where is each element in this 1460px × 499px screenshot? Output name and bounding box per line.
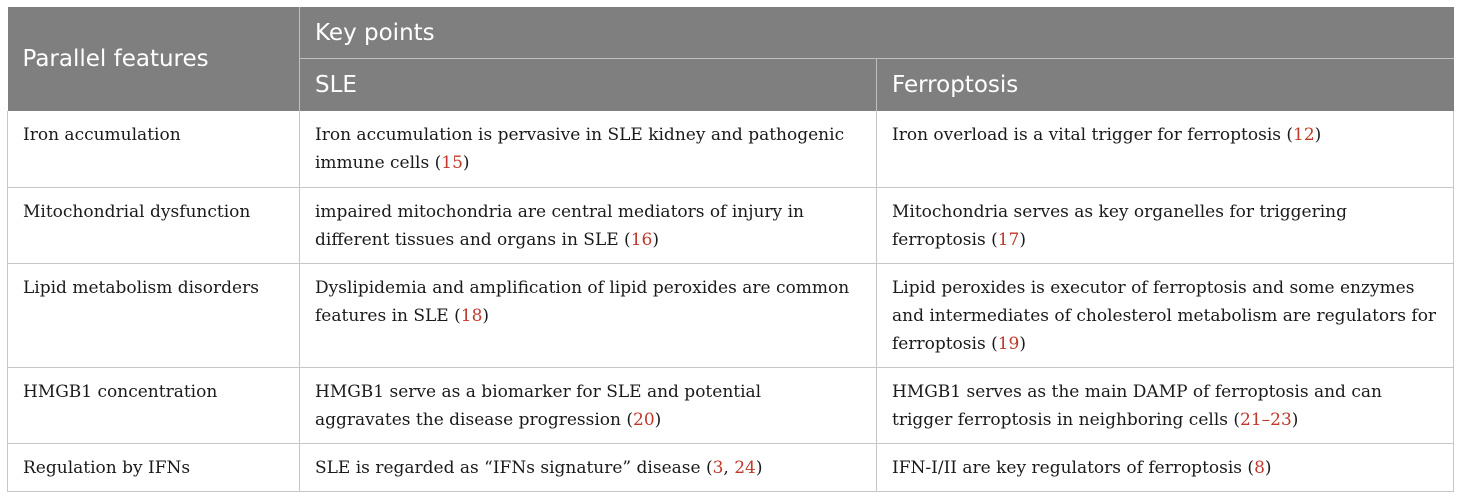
cell-feature: Iron accumulation [8, 111, 300, 187]
reference-link[interactable]: 20 [633, 409, 655, 430]
cell-sle: Dyslipidemia and amplification of lipid peroxides are common features in SLE (18) [300, 263, 877, 367]
cell-ferroptosis: Lipid peroxides is executor of ferroptosis and some enzymes and intermediates of cholesterol metabolism are regulators for ferroptosis (19) [877, 263, 1454, 367]
cell-feature: Mitochondrial dysfunction [8, 187, 300, 263]
cell-feature: HMGB1 concentration [8, 367, 300, 443]
reference-link[interactable]: 18 [460, 305, 483, 326]
table-row [8, 367, 1454, 443]
reference-link[interactable]: 21–23 [1240, 409, 1292, 430]
header-sle: SLE [300, 59, 877, 112]
cell-text: Dyslipidemia and amplification of lipid peroxides are common features in SLE ( [315, 277, 850, 326]
header-parallel-features: Parallel features [8, 7, 300, 111]
cell-ferroptosis: Iron overload is a vital trigger for ferroptosis (12) [877, 111, 1454, 187]
cell-ferroptosis: HMGB1 serves as the main DAMP of ferroptosis and can trigger ferroptosis in neighboring cells (21–23) [877, 367, 1454, 443]
cell-text: impaired mitochondria are central mediators of injury in different tissues and organs in SLE ( [315, 201, 804, 250]
cell-feature: Lipid metabolism disorders [8, 263, 300, 367]
reference-link[interactable]: 12 [1293, 125, 1315, 145]
cell-ferroptosis: Mitochondria serves as key organelles for triggering ferroptosis (17) [877, 187, 1454, 263]
table-row [8, 443, 1454, 491]
cell-sle: Iron accumulation is pervasive in SLE kidney and pathogenic immune cells (15) [300, 111, 877, 187]
cell-feature: Regulation by IFNs [8, 443, 300, 491]
reference-link[interactable]: 24 [734, 457, 756, 478]
comparison-table [7, 7, 1454, 492]
reference-link[interactable]: 8 [1254, 457, 1265, 478]
cell-text: HMGB1 serve as a biomarker for SLE and potential aggravates the disease progression ( [315, 381, 762, 430]
reference-link[interactable]: 3 [712, 457, 724, 478]
cell-sle: HMGB1 serve as a biomarker for SLE and potential aggravates the disease progression (20) [300, 367, 877, 443]
reference-link[interactable]: 16 [630, 229, 653, 250]
table-row [8, 111, 1454, 187]
cell-text: Iron accumulation is pervasive in SLE kidney and pathogenic immune cells ( [315, 125, 845, 173]
header-ferroptosis: Ferroptosis [877, 59, 1454, 112]
table-body [8, 111, 1454, 491]
reference-link[interactable]: 17 [997, 229, 1020, 250]
reference-link[interactable]: 19 [997, 333, 1020, 354]
cell-text: Iron overload is a vital trigger for ferroptosis ( [892, 125, 1294, 145]
cell-sle: SLE is regarded as “IFNs signature” disease (3, 24) [300, 443, 877, 491]
table-row [8, 187, 1454, 263]
table-row [8, 263, 1454, 367]
cell-text: IFN-I/II are key regulators of ferroptosis ( [892, 457, 1255, 478]
table-header [8, 7, 1454, 111]
cell-sle: impaired mitochondria are central mediators of injury in different tissues and organs in SLE (16) [300, 187, 877, 263]
cell-text: HMGB1 serves as the main DAMP of ferroptosis and can trigger ferroptosis in neighboring cells ( [892, 381, 1382, 430]
cell-text: Lipid peroxides is executor of ferroptosis and some enzymes and intermediates of cholesterol metabolism are regulators for ferroptosis ( [892, 277, 1437, 354]
cell-text: Mitochondria serves as key organelles for triggering ferroptosis ( [892, 201, 1348, 250]
cell-ferroptosis: IFN-I/II are key regulators of ferroptosis (8) [877, 443, 1454, 491]
header-key-points: Key points [300, 7, 1454, 59]
reference-link[interactable]: 15 [441, 153, 463, 173]
cell-text: SLE is regarded as “IFNs signature” disease ( [315, 457, 713, 478]
